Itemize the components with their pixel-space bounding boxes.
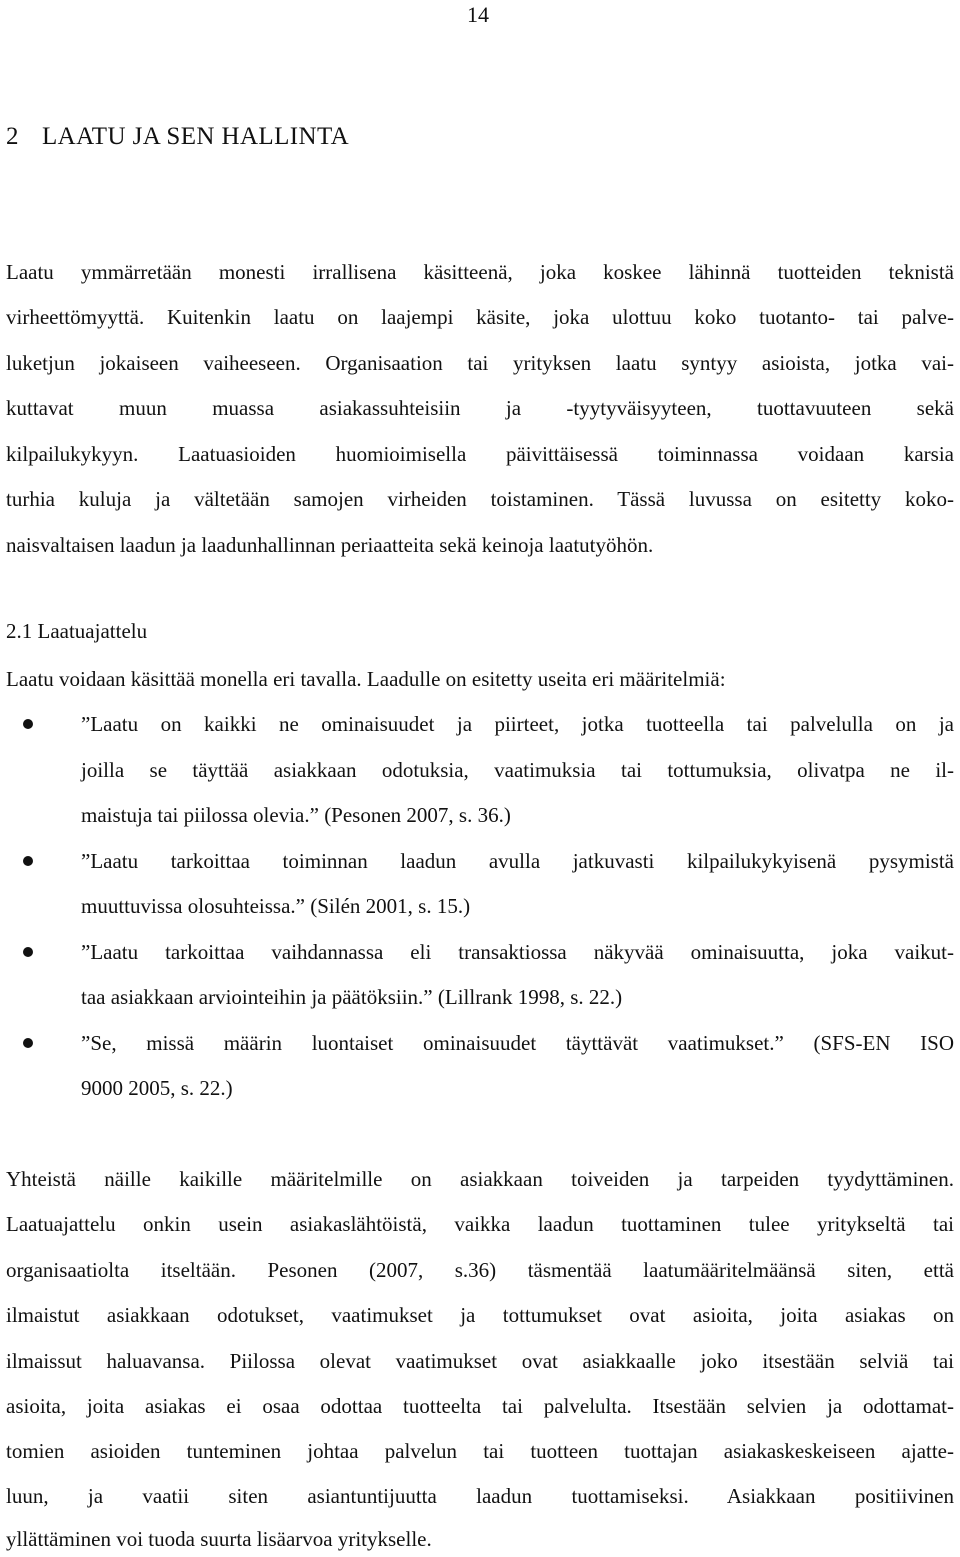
closing-line: asioita, joita asiakas ei osaa odottaa tuotteelta tai palvelulta. Itsestään selvien ja odottamat- [6, 1394, 954, 1418]
definition-line: taa asiakkaan arviointeihin ja päätöksiin.” (Lillrank 1998, s. 22.) [81, 985, 623, 1009]
section-title: Laatuajattelu [37, 619, 148, 643]
section-number: 2.1 [6, 619, 33, 643]
chapter-number: 2 [6, 123, 19, 150]
closing-line: ilmaistut asiakkaan odotukset, vaatimukset ja tottumukset ovat asioita, joita asiakas on [6, 1303, 954, 1327]
definition-line: ”Laatu on kaikki ne ominaisuudet ja piirteet, jotka tuotteella tai palvelulla on ja [81, 712, 954, 736]
definition-line: ”Se, missä määrin luontaiset ominaisuudet täyttävät vaatimukset.” (SFS-EN ISO [81, 1031, 954, 1055]
chapter-heading [6, 120, 349, 154]
closing-line: Yhteistä näille kaikille määritelmille on asiakkaan toiveiden ja tarpeiden tyydyttäminen. [6, 1167, 954, 1191]
section-intro: Laatu voidaan käsittää monella eri tavalla. Laadulle on esitetty useita eri määritelmiä: [6, 667, 726, 691]
intro-line: kilpailukykyyn. Laatuasioiden huomioimisella päivittäisessä toiminnassa voidaan karsia [6, 442, 954, 466]
closing-line: tomien asioiden tunteminen johtaa palvelun tai tuotteen tuottajan asiakaskeskeiseen ajatte- [6, 1439, 954, 1463]
intro-line: luketjun jokaiseen vaiheeseen. Organisaation tai yrityksen laatu syntyy asioista, jotka vai- [6, 351, 954, 375]
definition-line: maistuja tai piilossa olevia.” (Pesonen 2007, s. 36.) [81, 803, 511, 827]
intro-line: naisvaltaisen laadun ja laadunhallinnan periaatteita sekä keinoja laatutyöhön. [6, 533, 654, 557]
bullet-icon [23, 719, 33, 729]
closing-line: yllättäminen voi tuoda suurta lisäarvoa yritykselle. [6, 1527, 432, 1551]
intro-line: kuttavat muun muassa asiakassuhteisiin ja -tyytyväisyyteen, tuottavuuteen sekä [6, 396, 954, 420]
bullet-icon [23, 947, 33, 957]
section-heading [6, 617, 147, 645]
definition-line: ”Laatu tarkoittaa toiminnan laadun avulla jatkuvasti kilpailukykyisenä pysymistä [81, 849, 954, 873]
definition-line: joilla se täyttää asiakkaan odotuksia, vaatimuksia tai tottumuksia, olivatpa ne il- [81, 758, 954, 782]
bullet-icon [23, 1038, 33, 1048]
intro-line: Laatu ymmärretään monesti irrallisena käsitteenä, joka koskee lähinnä tuotteiden teknistä [6, 260, 954, 284]
intro-line: turhia kuluja ja vältetään samojen virheiden toistaminen. Tässä luvussa on esitetty koko- [6, 487, 954, 511]
definition-line: ”Laatu tarkoittaa vaihdannassa eli transaktiossa näkyvää ominaisuutta, joka vaikut- [81, 940, 954, 964]
bullet-icon [23, 856, 33, 866]
chapter-title: LAATU JA SEN HALLINTA [42, 123, 350, 150]
definition-line: 9000 2005, s. 22.) [81, 1076, 233, 1100]
closing-line: Laatuajattelu onkin usein asiakaslähtöistä, vaikka laadun tuottaminen tulee yritykseltä tai [6, 1212, 954, 1236]
closing-line: luun, ja vaatii siten asiantuntijuutta laadun tuottamiseksi. Asiakkaan positiivinen [6, 1484, 954, 1508]
definition-line: muuttuvissa olosuhteissa.” (Silén 2001, s. 15.) [81, 894, 471, 918]
closing-line: organisaatiolta itseltään. Pesonen (2007, s.36) täsmentää laatumääritelmäänsä siten, että [6, 1258, 954, 1282]
page-number: 14 [467, 2, 489, 27]
intro-line: virheettömyyttä. Kuitenkin laatu on laajempi käsite, joka ulottuu koko tuotanto- tai palve- [6, 305, 954, 329]
closing-line: ilmaissut haluavansa. Piilossa olevat vaatimukset ovat asiakkaalle joko itsestään selviä tai [6, 1349, 954, 1373]
